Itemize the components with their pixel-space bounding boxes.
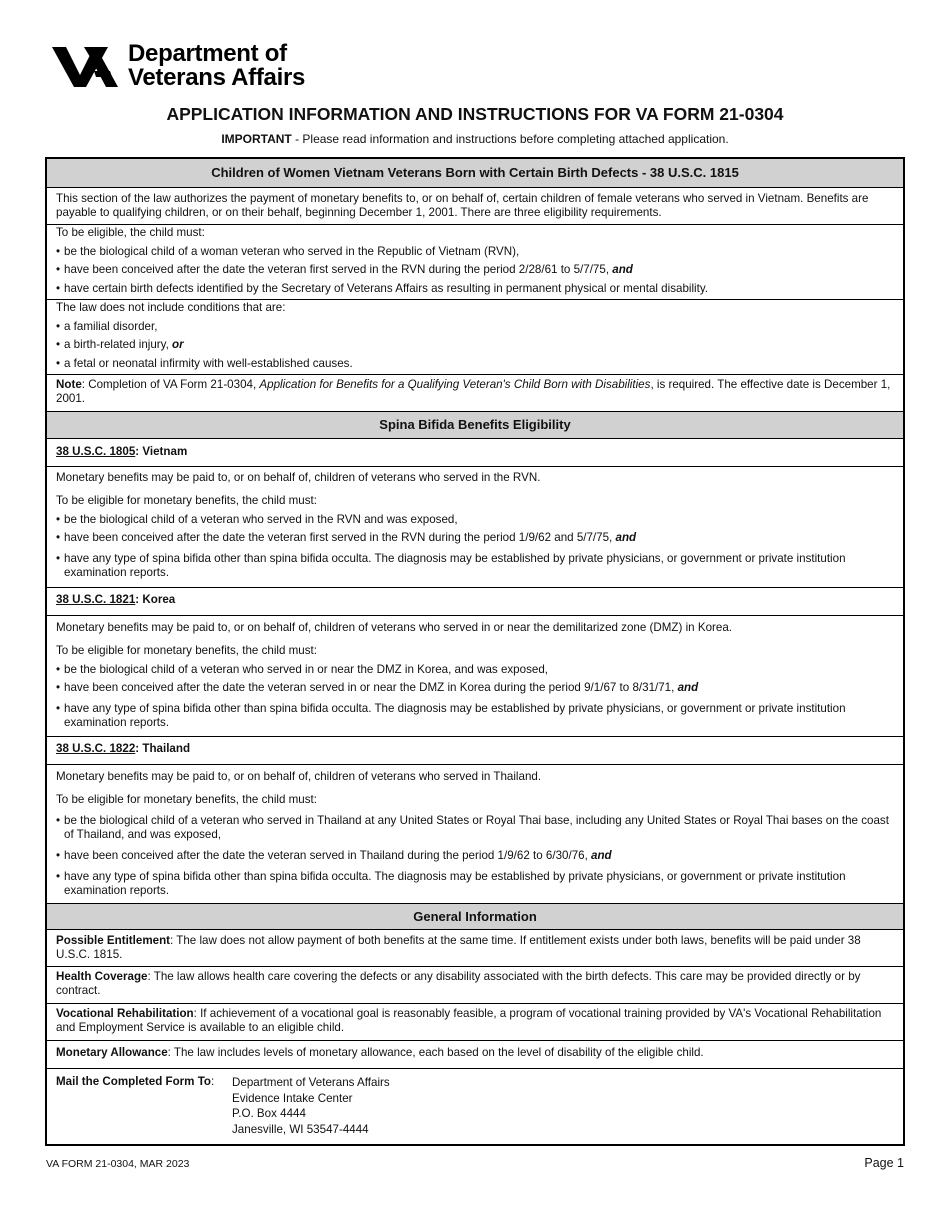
- list-item: • have certain birth defects identified by the Secretary of Veterans Affairs as resulting in permanent physical or mental disability.: [56, 282, 894, 296]
- list-item: • have been conceived after the date the veteran first served in the RVN during the period 1/9/62 and 5/7/75, and: [56, 531, 894, 552]
- vocational-rehabilitation: Vocational Rehabilitation: If achievement of a vocational goal is reasonably feasible, a program of vocational training provided by VA's Vocational Rehabilitation and Employment Service is available to an eligible child.: [47, 1004, 903, 1041]
- korea-details: Monetary benefits may be paid to, or on behalf of, children of veterans who served in or near the demilitarized zone (DMZ) in Korea. To be eligible for monetary benefits, the child must: • be the biological child of a veteran who served in or near the DMZ in Korea, and was exposed, • have been conceived after the date the veteran served in or near the DMZ in Korea during the period 9/1/67 to 8/31/71, and • have any type of spina bifida other than spina bifida occulta. The diagnosis may be established by private physicians, or government or private institution examination reports.: [47, 616, 903, 737]
- form-identifier: VA FORM 21-0304, MAR 2023: [46, 1158, 190, 1170]
- subheading-vietnam: 38 U.S.C. 1805: Vietnam: [47, 439, 903, 467]
- section-header-general-info: General Information: [47, 904, 903, 930]
- important-note: IMPORTANT - Please read information and instructions before completing attached application.: [221, 132, 729, 146]
- list-item: • a birth-related injury, or: [56, 338, 894, 357]
- list-item: • have any type of spina bifida other than spina bifida occulta. The diagnosis may be established by private physicians, or government or private institution examination reports.: [56, 552, 894, 580]
- section-header-birth-defects: Children of Women Vietnam Veterans Born with Certain Birth Defects - 38 U.S.C. 1815: [47, 159, 903, 188]
- monetary-allowance: Monetary Allowance: The law includes levels of monetary allowance, each based on the level of disability of the eligible child.: [47, 1041, 903, 1069]
- thailand-details: Monetary benefits may be paid to, or on behalf of, children of veterans who served in Thailand. To be eligible for monetary benefits, the child must: • be the biological child of a veteran who served in Thailand at any United States or Royal Thai base, including any United States or Royal Thai bases on the coast of Thailand, and was exposed, • have been conceived after the date the veteran served in Thailand during the period 1/9/62 to 6/30/76, and • have any type of spina bifida other than spina bifida occulta. The diagnosis may be established by private physicians, or government or private institution examination reports.: [47, 765, 903, 904]
- list-item: • a familial disorder,: [56, 320, 894, 339]
- subheading-thailand: 38 U.S.C. 1822: Thailand: [47, 737, 903, 765]
- va-seal-icon: [50, 43, 120, 89]
- page-number: Page 1: [864, 1156, 904, 1170]
- health-coverage: Health Coverage: The law allows health care covering the defects or any disability associated with the birth defects. This care may be provided directly or by contract.: [47, 967, 903, 1004]
- possible-entitlement: Possible Entitlement: The law does not allow payment of both benefits at the same time. If entitlement exists under both laws, benefits will be paid under 38 U.S.C. 1815.: [47, 930, 903, 967]
- va-logo: [50, 38, 305, 94]
- page-title: APPLICATION INFORMATION AND INSTRUCTIONS FOR VA FORM 21-0304: [166, 104, 784, 124]
- mailing-address: Department of Veterans Affairs Evidence Intake Center P.O. Box 4444 Janesville, WI 53547-4444: [232, 1076, 390, 1136]
- list-item: • have been conceived after the date the veteran served in Thailand during the period 1/9/62 to 6/30/76, and: [56, 849, 894, 870]
- list-item: • have been conceived after the date the veteran served in or near the DMZ in Korea during the period 9/1/67 to 8/31/71, and: [56, 681, 894, 702]
- list-item: • be the biological child of a veteran who served in the RVN and was exposed,: [56, 513, 894, 531]
- list-item: • a fetal or neonatal infirmity with well-established causes.: [56, 357, 894, 371]
- subheading-korea: 38 U.S.C. 1821: Korea: [47, 588, 903, 616]
- list-item: • be the biological child of a veteran who served in or near the DMZ in Korea, and was exposed,: [56, 663, 894, 681]
- section1-exclusions: The law does not include conditions that are: • a familial disorder, • a birth-related injury, or • a fetal or neonatal infirmity with well-established causes.: [47, 300, 903, 375]
- logo-wordmark: Department of Veterans Affairs: [128, 40, 306, 91]
- list-item: • have been conceived after the date the veteran first served in the RVN during the period 2/28/61 to 5/7/75, and: [56, 263, 894, 282]
- section1-eligibility: To be eligible, the child must: • be the biological child of a woman veteran who served in the Republic of Vietnam (RVN), • have been conceived after the date the veteran first served in the RVN during the period 2/28/61 to 5/7/75, and • have certain birth defects identified by the Secretary of Veterans Affairs as resulting in permanent physical or mental disability.: [47, 225, 903, 300]
- mailing-address-block: Mail the Completed Form To: Department of Veterans Affairs Evidence Intake Center P.O. Box 4444 Janesville, WI 53547-4444: [56, 1075, 390, 1136]
- vietnam-details: Monetary benefits may be paid to, or on behalf of, children of veterans who served in the RVN. To be eligible for monetary benefits, the child must: • be the biological child of a veteran who served in the RVN and was exposed, • have been conceived after the date the veteran first served in the RVN during the period 1/9/62 and 5/7/75, and • have any type of spina bifida other than spina bifida occulta. The diagnosis may be established by private physicians, or government or private institution examination reports.: [47, 467, 903, 588]
- list-item: • be the biological child of a woman veteran who served in the Republic of Vietnam (RVN),: [56, 245, 894, 264]
- list-item: • have any type of spina bifida other than spina bifida occulta. The diagnosis may be established by private physicians, or government or private institution examination reports.: [56, 870, 894, 898]
- list-item: • have any type of spina bifida other than spina bifida occulta. The diagnosis may be established by private physicians, or government or private institution examination reports.: [56, 702, 894, 730]
- section1-intro: This section of the law authorizes the payment of monetary benefits to, or on behalf of, certain children of female veterans who served in Vietnam. Benefits are payable to qualifying children, or on their behalf, beginning December 1, 2001. There are three eligibility requirements.: [47, 188, 903, 225]
- section-header-spina-bifida: Spina Bifida Benefits Eligibility: [47, 412, 903, 439]
- instructions-box: [45, 157, 905, 1146]
- list-item: • be the biological child of a veteran who served in Thailand at any United States or Royal Thai base, including any United States or Royal Thai bases on the coast of Thailand, and was exposed,: [56, 814, 894, 849]
- section1-note: Note: Completion of VA Form 21-0304, Application for Benefits for a Qualifying Veteran's Child Born with Disabilities, is required. The effective date is December 1, 2001.: [47, 375, 903, 412]
